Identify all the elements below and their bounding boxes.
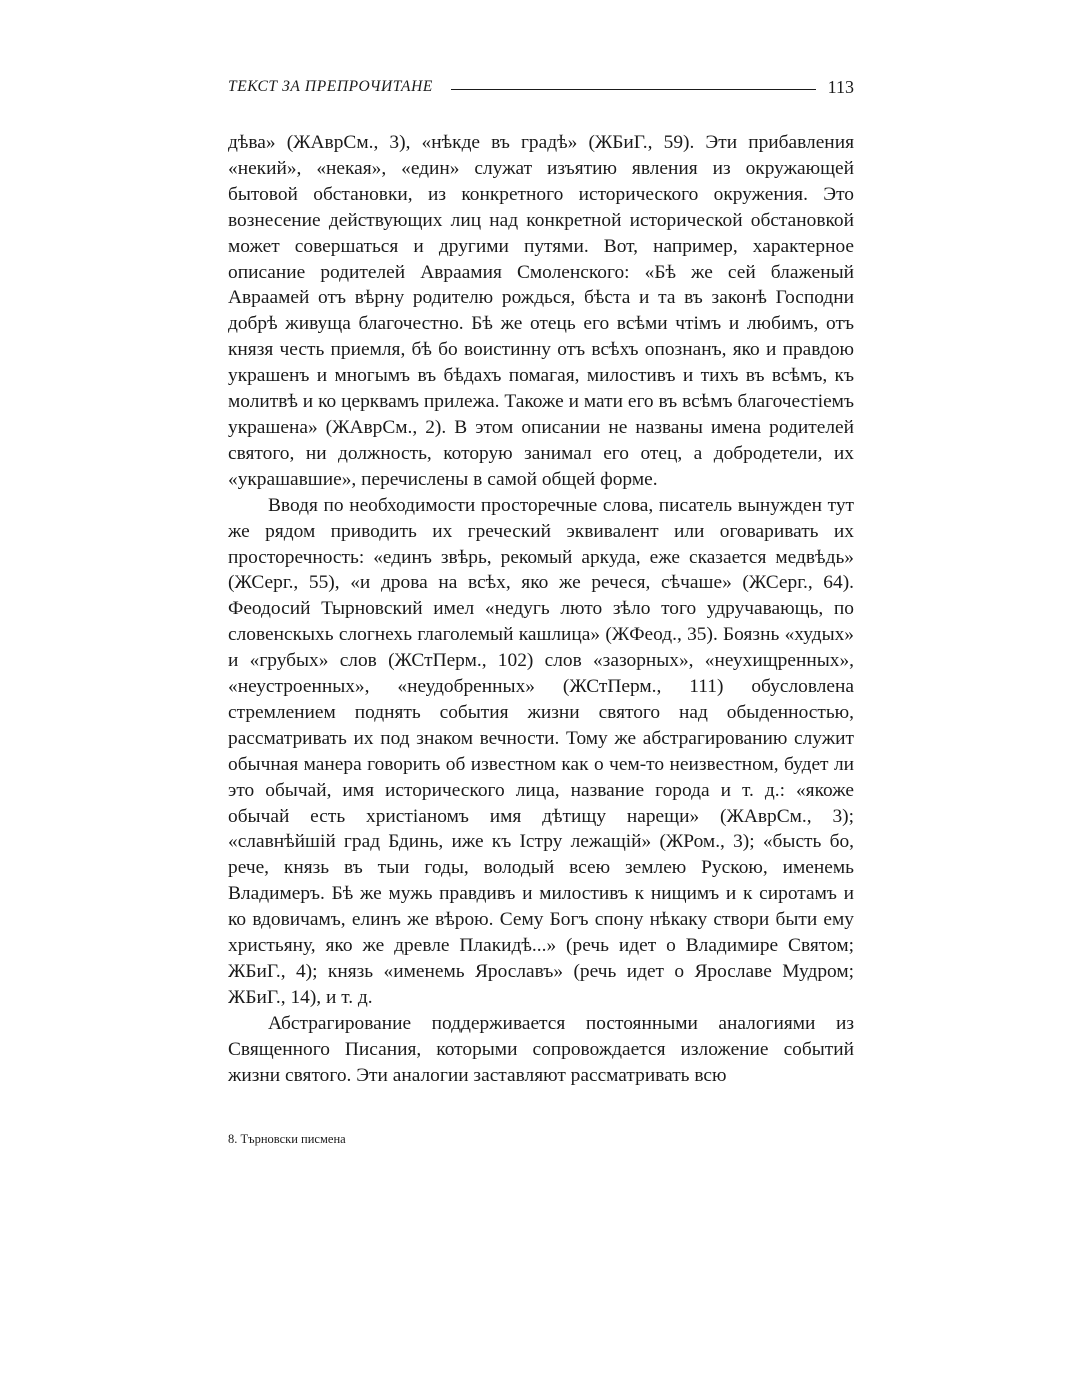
paragraph: Вводя по необходимости просторечные слова, писатель вынужден тут же рядом приводить их греческий эквивалент или оговаривать их просторечность: «единъ звѣрь, рекомый аркуда, еже сказается медвѣдь» (ЖСерг., 55), «и дрова на всѣх, яко же речеся, сѣчаше» (ЖСерг., 64). Феодосий Тырновский имел «недугь люто зѣло того удручавающь, по словенскыхь слогнехь глаголемый кашлица» (ЖФеод., 35). Боязнь «худых» и «грубых» слов (ЖСтПерм., 102) слов «зазорных», «неухищренных», «неустроенных», «неудобренных» (ЖСтПерм., 111) обусловлена стремлением поднять события жизни святого над обыденностью, рассматривать их под знаком вечности. Тому же абстрагированию служит обычная манера говорить об известном как о чем-то неизвестном, будет ли это обычай, имя исторического лица, название города и т. д.: «якоже обычай есть христіаномъ имя дѣтищу нарещи» (ЖАврСм., 3); «славнѣйшій град Бдинь, иже къ Істру лежащій» (ЖРом., 3); «бысть бо, рече, князь въ тыи годы, володый всею землею Рускою, именемь Владимеръ. Бѣ же мужь правдивъ и милостивъ к нищимъ и к сиротамъ и ко вдовичамъ, елинъ же вѣрою. Сему Богъ спону нѣкаку створи быти ему христьяну, яко же древле Плакидѣ...» (речь идет о Владимире Святом; ЖБиГ., 4); князь «именемь Ярославъ» (речь идет о Ярославе Мудром; ЖБиГ., 14), и т. д. xyxy=(228,494,854,1008)
signature-mark: 8. Търновски писмена xyxy=(228,1132,346,1146)
paragraph: Абстрагирование поддерживается постоянными аналогиями из Священного Писания, которыми сопровождается изложение событий жизни святого. Эти аналогии заставляют рассматривать всю xyxy=(228,1012,854,1086)
running-header xyxy=(228,76,854,98)
page-number: 113 xyxy=(827,76,854,97)
running-title: ТЕКСТ ЗА ПРЕПРОЧИТАНЕ xyxy=(228,78,433,95)
body-text xyxy=(228,130,854,1089)
header-rule xyxy=(451,89,816,90)
paragraph-continued: дѣва» (ЖАврСм., 3), «нѣкде въ градѣ» (ЖБиГ., 59). Эти прибавления «некий», «некая», «един» служат изъятию явления из окружающей бытовой обстановки, из конкретного исторического окружения. Это вознесение действующих лиц над конкретной исторической обстановкой может совершаться и другими путями. Вот, например, характерное описание родителей Авраамия Смоленского: «Бѣ же сей блаженый Авраамей отъ вѣрну родителю рождься, бѣста и та въ законѣ Господни добрѣ живуща благочестно. Бѣ же отець его всѣми чтімъ и любимъ, отъ князя честь приемля, бѣ бо воистинну отъ всѣхъ опознанъ, яко и правдою украшенъ и многымъ въ бѣдахъ помагая, милостивъ и тихъ въ всѣмъ, къ молитвѣ и ко церквамъ прилежа. Такоже и мати его въ всѣмъ благочестіемъ украшена» (ЖАврСм., 2). В этом описании не названы имена родителей святого, ни должность, которую занимал его отец, а добродетели, их «украшавшие», перечислены в самой общей форме. xyxy=(228,132,854,490)
